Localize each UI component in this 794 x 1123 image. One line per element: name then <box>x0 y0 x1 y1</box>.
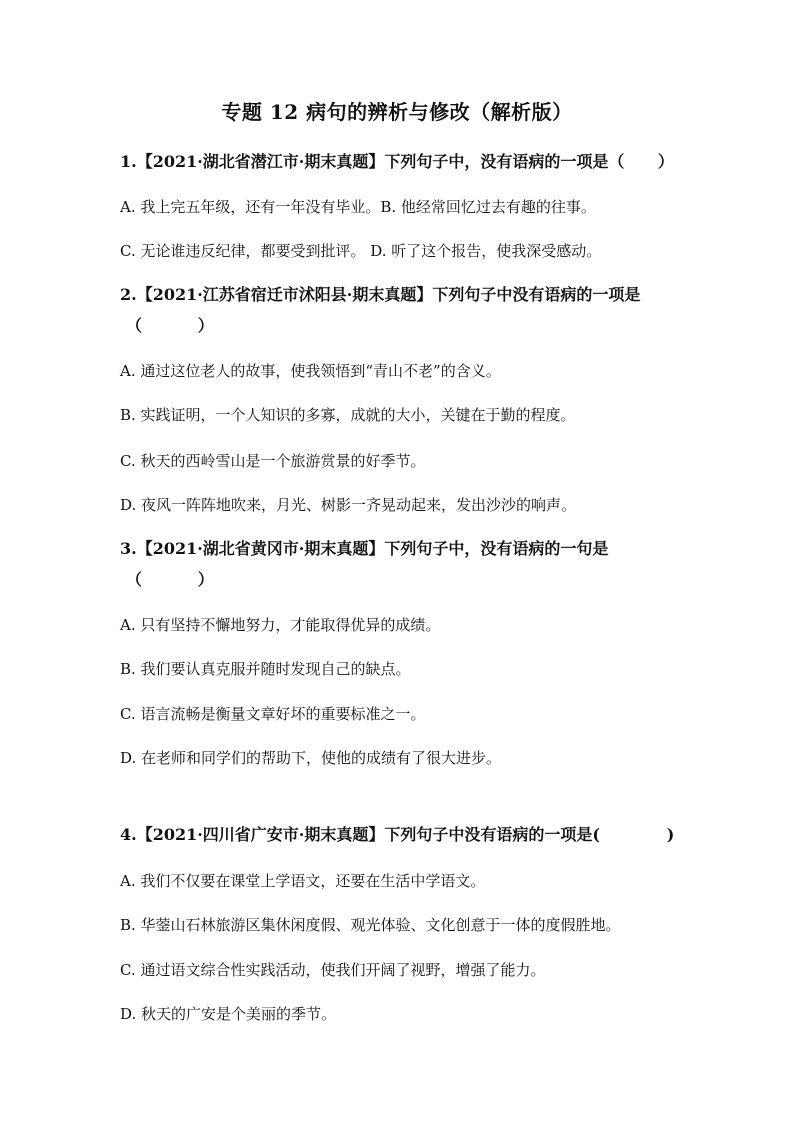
question-2-stem: 下列句子中没有语病的一项是 <box>432 285 641 304</box>
question-3-option-d: D. 在老师和同学们的帮助下，使他的成绩有了很大进步。 <box>120 749 502 767</box>
question-1-source: 【2021·湖北省潜江市·期末真题】 <box>136 152 385 171</box>
question-3-source: 【2021·湖北省黄冈市·期末真题】 <box>136 539 385 558</box>
question-3-answer-paren: （ ） <box>126 570 214 589</box>
question-4-option-d: D. 秋天的广安是个美丽的季节。 <box>120 1005 337 1023</box>
question-2-option-b: B. 实践证明，一个人知识的多寡，成就的大小，关键在于勤的程度。 <box>120 406 576 424</box>
question-2-heading <box>120 283 690 307</box>
question-4-source: 【2021·四川省广安市·期末真题】 <box>136 825 385 844</box>
question-3-option-c: C. 语言流畅是衡量文章好坏的重要标准之一。 <box>120 705 426 723</box>
question-2-option-c: C. 秋天的西岭雪山是一个旅游赏景的好季节。 <box>120 452 426 470</box>
question-3-option-a: A. 只有坚持不懈地努力，才能取得优异的成绩。 <box>120 616 441 634</box>
question-2-option-a: A. 通过这位老人的故事，使我领悟到“青山不老”的含义。 <box>120 362 501 380</box>
question-4-number: 4. <box>120 825 137 844</box>
question-2-number: 2. <box>120 285 137 304</box>
question-3-stem: 下列句子中，没有语病的一句是 <box>384 539 609 558</box>
question-4-option-a: A. 我们不仅要在课堂上学语文，还要在生活中学语文。 <box>120 872 486 890</box>
question-2-source: 【2021·江苏省宿迁市沭阳县·期末真题】 <box>136 285 433 304</box>
question-3-option-b: B. 我们要认真克服并随时发现自己的缺点。 <box>120 660 411 678</box>
question-4-stem: 下列句子中没有语病的一项是( ) <box>384 825 675 844</box>
question-2-answer-paren: （ ） <box>126 316 214 335</box>
question-4-option-b: B. 华蓥山石林旅游区集休闲度假、观光体验、文化创意于一体的度假胜地。 <box>120 916 621 934</box>
question-1-stem: 下列句子中，没有语病的一项是（ ） <box>384 152 674 171</box>
question-3-heading <box>120 537 690 561</box>
question-1-options-line-2: C. 无论谁违反纪律，都要受到批评。 D. 听了这个报告，使我深受感动。 <box>120 242 602 260</box>
question-4-option-c: C. 通过语文综合性实践活动，使我们开阔了视野，增强了能力。 <box>120 961 546 979</box>
question-1-options-line-1: A. 我上完五年级，还有一年没有毕业。B. 他经常回忆过去有趣的往事。 <box>120 198 596 216</box>
question-3-number: 3. <box>120 539 137 558</box>
question-1-heading <box>120 150 690 174</box>
question-1-number: 1. <box>120 152 137 171</box>
document-title: 专题 12 病句的辨析与修改（解析版） <box>221 100 573 124</box>
question-4-heading <box>120 823 690 847</box>
question-2-option-d: D. 夜风一阵阵地吹来，月光、树影一齐晃动起来，发出沙沙的响声。 <box>120 496 577 514</box>
